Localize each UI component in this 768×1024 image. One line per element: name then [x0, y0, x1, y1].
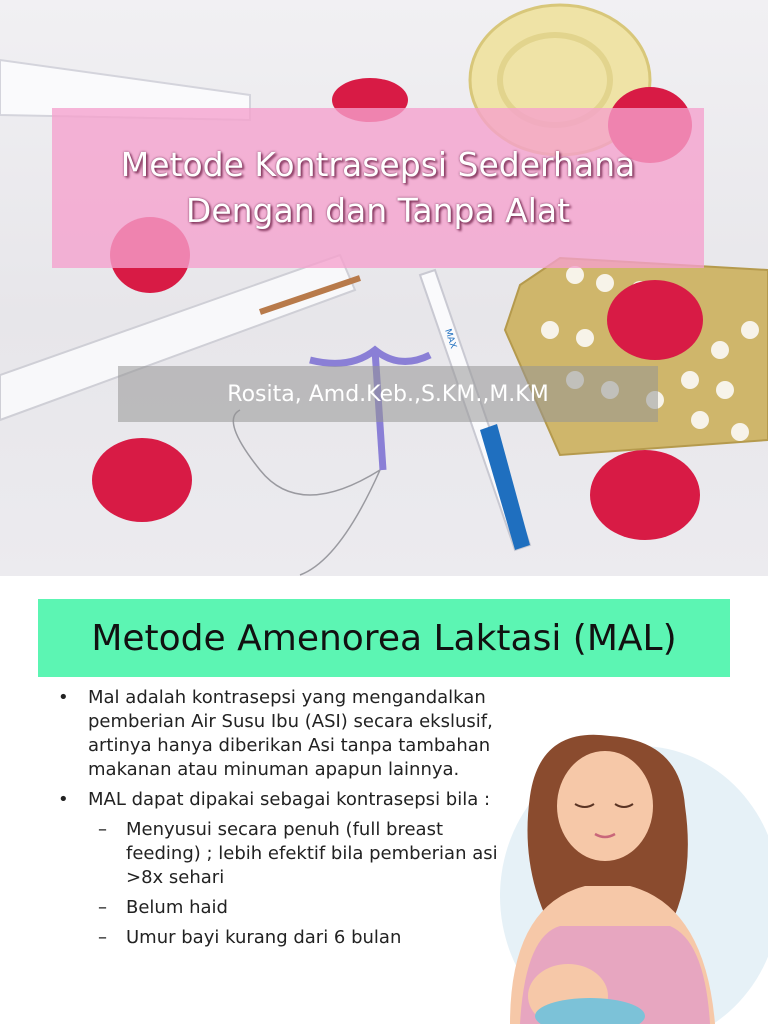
test-strip-label: MAX: [442, 327, 458, 351]
sub-item: [58, 926, 508, 950]
author-box: [118, 366, 658, 422]
bullet-marker: •: [58, 789, 69, 810]
bullet-item: [58, 686, 508, 782]
sub-item-text: Umur bayi kurang dari 6 bulan: [126, 927, 402, 948]
bullet-text: Mal adalah kontrasepsi yang mengandalkan pemberian Air Susu Ibu (ASI) secara ekslusif, artinya hanya diberikan Asi tanpa tambahan makanan atau minuman apapun lainnya.: [88, 687, 493, 780]
sub-item: [58, 896, 508, 920]
author-name: Rosita, Amd.Keb.,S.KM.,M.KM: [227, 381, 549, 407]
mal-heading: Metode Amenorea Laktasi (MAL): [91, 617, 677, 659]
title-box: [52, 108, 704, 268]
bullet-marker: •: [58, 687, 69, 708]
mal-header: [38, 599, 730, 677]
mal-content: [58, 686, 508, 956]
dash-marker: –: [98, 897, 107, 918]
mal-slide: [0, 576, 768, 1024]
sub-item: [58, 818, 508, 890]
dash-marker: –: [98, 927, 107, 948]
rose-petal: [92, 438, 192, 522]
slide-title-line-2: Dengan dan Tanpa Alat: [185, 191, 571, 230]
rose-petal: [607, 280, 703, 360]
bullet-text: MAL dapat dipakai sebagai kontrasepsi bila :: [88, 789, 491, 810]
breastfeeding-mother-illustration: [490, 726, 768, 1024]
bullet-item: [58, 788, 508, 812]
rose-petal: [590, 450, 700, 540]
dash-marker: –: [98, 819, 107, 840]
slide-title-line-1: Metode Kontrasepsi Sederhana: [120, 145, 636, 184]
sub-item-text: Belum haid: [126, 897, 228, 918]
sub-item-text: Menyusui secara penuh (full breast feeding) ; lebih efektif bila pemberian asi >8x sehari: [126, 819, 498, 888]
